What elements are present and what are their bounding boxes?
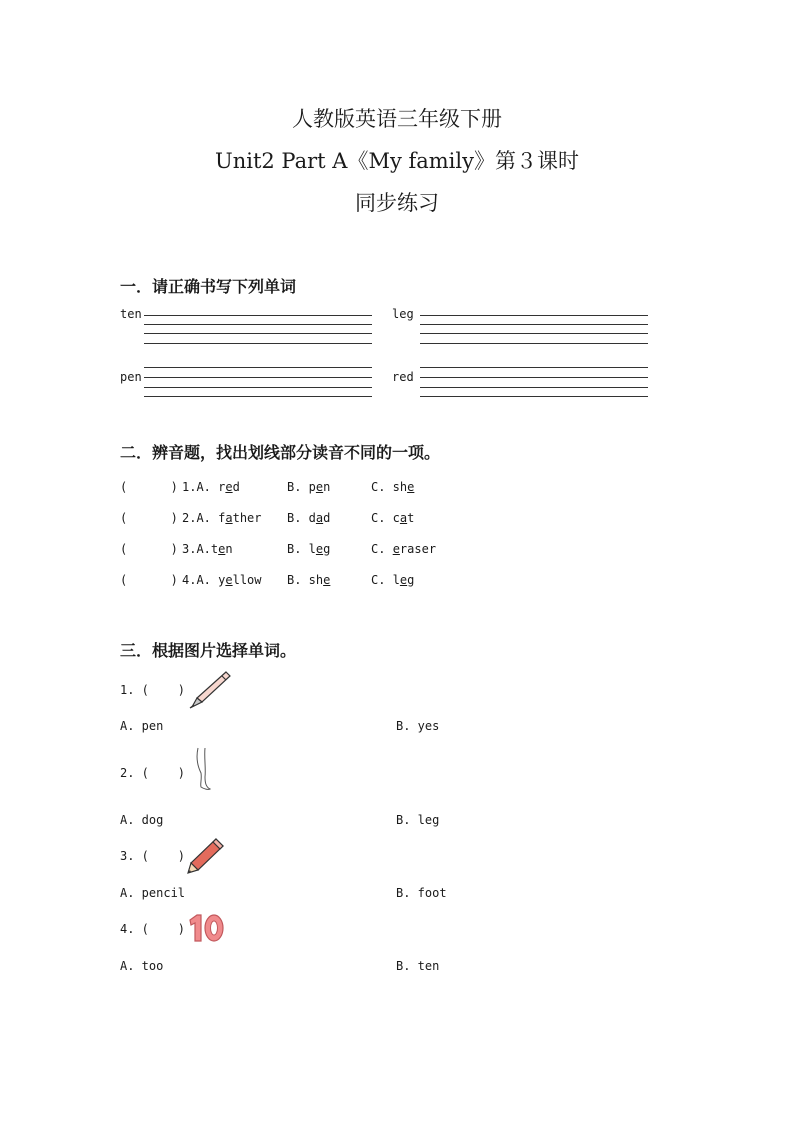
number-ten-icon <box>186 911 226 945</box>
option-a: 4.A. yellow <box>182 573 262 587</box>
option-c: C. leg <box>371 573 415 587</box>
writing-line[interactable] <box>144 343 372 344</box>
option-c: C. cat <box>371 511 415 525</box>
option-c: C. eraser <box>371 542 437 556</box>
answer-parentheses[interactable]: ( ) <box>120 480 178 494</box>
page-title-line2: Unit2 Part A《My family》第３课时 <box>215 149 579 173</box>
option-c: C. she <box>371 480 415 494</box>
writing-line[interactable] <box>144 315 372 316</box>
word-label: red <box>392 370 414 384</box>
writing-line[interactable] <box>144 387 372 388</box>
fountain-pen-icon <box>186 668 232 710</box>
writing-line[interactable] <box>420 315 648 316</box>
picture-question-number[interactable]: 4. ( ) <box>120 922 186 936</box>
option-b: B. leg <box>396 813 440 827</box>
option-a: A. too <box>120 959 164 973</box>
section2-title: 二．辨音题，找出划线部分读音不同的一项。 <box>120 443 441 462</box>
writing-line[interactable] <box>144 377 372 378</box>
leg-icon <box>192 747 214 793</box>
word-label: leg <box>392 307 414 321</box>
option-a: A. pencil <box>120 886 186 900</box>
option-b: B. yes <box>396 719 440 733</box>
section3-title: 三．根据图片选择单词。 <box>120 641 297 660</box>
option-a: 3.A.ten <box>182 542 233 556</box>
option-a: A. pen <box>120 719 164 733</box>
option-b: B. she <box>287 573 331 587</box>
writing-line[interactable] <box>420 333 648 334</box>
option-b: B. pen <box>287 480 331 494</box>
writing-line[interactable] <box>420 387 648 388</box>
page-title-line1: 人教版英语三年级下册 <box>292 107 502 131</box>
answer-parentheses[interactable]: ( ) <box>120 573 178 587</box>
option-b: B. foot <box>396 886 447 900</box>
writing-line[interactable] <box>144 367 372 368</box>
option-a: A. dog <box>120 813 164 827</box>
picture-question-number[interactable]: 1. ( ) <box>120 683 186 697</box>
answer-parentheses[interactable]: ( ) <box>120 542 178 556</box>
option-b: B. dad <box>287 511 331 525</box>
word-label: ten <box>120 307 142 321</box>
word-label: pen <box>120 370 142 384</box>
writing-line[interactable] <box>420 343 648 344</box>
section1-title: 一．请正确书写下列单词 <box>120 277 297 296</box>
option-b: B. leg <box>287 542 331 556</box>
writing-line[interactable] <box>144 333 372 334</box>
option-a: 2.A. father <box>182 511 262 525</box>
writing-line[interactable] <box>144 324 372 325</box>
writing-line[interactable] <box>420 367 648 368</box>
option-b: B. ten <box>396 959 440 973</box>
answer-parentheses[interactable]: ( ) <box>120 511 178 525</box>
writing-line[interactable] <box>420 396 648 397</box>
writing-line[interactable] <box>144 396 372 397</box>
picture-question-number[interactable]: 2. ( ) <box>120 766 186 780</box>
writing-line[interactable] <box>420 377 648 378</box>
option-a: 1.A. red <box>182 480 240 494</box>
writing-line[interactable] <box>420 324 648 325</box>
pencil-icon <box>186 836 226 874</box>
picture-question-number[interactable]: 3. ( ) <box>120 849 186 863</box>
page-title-line3: 同步练习 <box>355 191 439 215</box>
